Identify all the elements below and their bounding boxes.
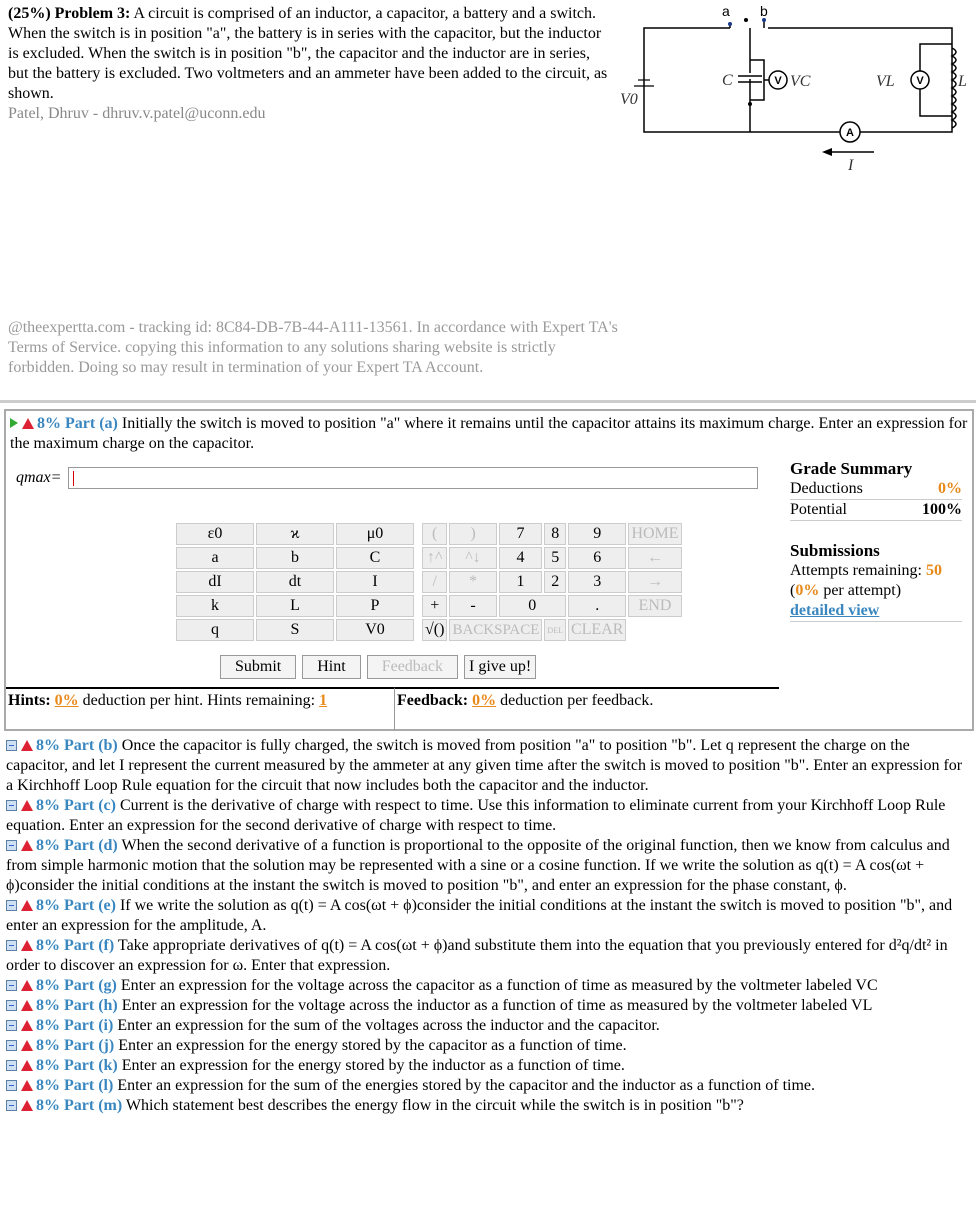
key-button[interactable]: μ0 xyxy=(336,523,414,545)
part-item[interactable] xyxy=(6,736,972,796)
problem-text: A circuit is comprised of an inductor, a capacitor, a battery and a switch. When the switch is in position "a", the battery is in series with the capacitor, but the inductor is excluded. When the switch is in position "b", the capacitor and the inductor are in series, but the battery is excluded. Two voltmeters and an ammeter have been added to the circuit, as shown. xyxy=(8,5,608,102)
per-attempt-label: per attempt) xyxy=(823,582,902,599)
warning-icon xyxy=(21,1000,33,1011)
keypad-key[interactable]: 9 xyxy=(568,523,626,545)
number-keypad xyxy=(420,521,684,643)
hints-bar xyxy=(6,687,394,713)
label-b: b xyxy=(760,3,768,19)
part-text: If we write the solution as q(t) = A cos(ωt + ϕ)consider the initial conditions at the instant the switch is moved to position "b", and enter an expression for the amplitude, A. xyxy=(6,897,953,934)
warning-icon xyxy=(21,1080,33,1091)
problem-title: (25%) Problem 3: xyxy=(8,5,131,22)
keypad-key[interactable]: 8 xyxy=(544,523,566,545)
keypad-key[interactable]: + xyxy=(422,595,447,617)
part-label: 8% Part (l) xyxy=(36,1077,114,1094)
expand-icon[interactable] xyxy=(6,1020,17,1031)
part-text: Enter an expression for the voltage across the capacitor as a function of time as measured by the voltmeter labeled VC xyxy=(120,977,878,994)
part-text: Enter an expression for the voltage across the inductor as a function of time as measured by the voltmeter labeled VL xyxy=(121,997,873,1014)
part-text: Enter an expression for the energy stored by the capacitor as a function of time. xyxy=(118,1037,627,1054)
expand-icon[interactable] xyxy=(6,1060,17,1071)
key-button[interactable]: b xyxy=(256,547,334,569)
variable-keypad xyxy=(174,521,416,643)
part-item[interactable] xyxy=(6,936,972,976)
expand-icon[interactable] xyxy=(6,1100,17,1111)
potential-value: 100% xyxy=(922,501,962,518)
part-text: Current is the derivative of charge with respect to time. Use this information to eliminate current from your Kirchhoff Loop Rule equation. Enter an expression for the second derivative of charge with respect to time. xyxy=(6,797,946,834)
warning-icon xyxy=(21,900,33,911)
problem-author: Patel, Dhruv - dhruv.v.patel@uconn.edu xyxy=(8,105,266,122)
part-text: Take appropriate derivatives of q(t) = A cos(ωt + ϕ)and substitute them into the equation that you previously entered for d²q/dt² in order to discover an expression for ω. Enter that expression. xyxy=(6,937,948,974)
part-text: Enter an expression for the sum of the voltages across the inductor and the capacitor. xyxy=(117,1017,660,1034)
feedback-deduction: 0% xyxy=(472,692,497,709)
part-label: 8% Part (c) xyxy=(36,797,116,814)
keypad-key[interactable]: √() xyxy=(422,619,447,641)
part-a-panel xyxy=(4,409,974,731)
hint-button[interactable]: Hint xyxy=(302,655,360,679)
keypad-key[interactable]: END xyxy=(628,595,681,617)
per-attempt-value: 0% xyxy=(795,582,820,599)
part-text: Which statement best describes the energy flow in the circuit while the switch is in position "b"? xyxy=(125,1097,744,1114)
key-button[interactable]: ϰ xyxy=(256,523,334,545)
warning-icon xyxy=(21,1040,33,1051)
play-icon[interactable] xyxy=(10,418,18,428)
keypad-key[interactable]: 7 xyxy=(499,523,543,545)
keypad-key[interactable]: 0 xyxy=(499,595,566,617)
problem-statement xyxy=(8,4,608,124)
warning-icon xyxy=(21,1060,33,1071)
label-a: a xyxy=(722,3,730,19)
part-item[interactable] xyxy=(6,1056,972,1076)
part-label: 8% Part (j) xyxy=(36,1037,115,1054)
key-button[interactable]: k xyxy=(176,595,254,617)
keypad-key[interactable]: ^↓ xyxy=(449,547,496,569)
part-item[interactable] xyxy=(6,796,972,836)
keypad-key[interactable]: ( xyxy=(422,523,447,545)
part-item[interactable] xyxy=(6,976,972,996)
expand-icon[interactable] xyxy=(6,900,17,911)
part-item[interactable] xyxy=(6,1076,972,1096)
attempts-label: Attempts remaining: xyxy=(790,562,922,579)
potential-label: Potential xyxy=(790,501,847,518)
keypad-key[interactable]: . xyxy=(568,595,626,617)
warning-icon xyxy=(21,740,33,751)
keypad-key[interactable]: / xyxy=(422,571,447,593)
part-text: Once the capacitor is fully charged, the switch is moved from position "a" to position "b". Let q represent the charge on the capacitor, and let I represent the current measured by the ammeter at any given time after the switch is moved to position "b". Enter an expression for a Kirchhoff Loop Rule equation for the circuit that now includes both the capacitor and the inductor. xyxy=(6,737,963,794)
keypad-key[interactable]: 1 xyxy=(499,571,543,593)
label-vl: VL xyxy=(876,73,895,90)
ammeter-symbol: A xyxy=(846,127,854,139)
hints-text: deduction per hint. Hints remaining: xyxy=(82,692,316,709)
hints-remaining: 1 xyxy=(319,692,328,709)
label-c: C xyxy=(722,72,733,89)
part-label: 8% Part (m) xyxy=(36,1097,123,1114)
label-l: L xyxy=(958,73,967,90)
key-button[interactable]: q xyxy=(176,619,254,641)
part-label: 8% Part (h) xyxy=(36,997,118,1014)
keypad-key[interactable]: → xyxy=(628,571,681,593)
hints-label: Hints: xyxy=(8,692,51,709)
submit-button[interactable]: Submit xyxy=(220,655,296,679)
keypad-key[interactable]: 4 xyxy=(499,547,543,569)
qmax-input[interactable] xyxy=(68,467,758,489)
keypad-key[interactable]: ) xyxy=(449,523,496,545)
warning-icon xyxy=(22,418,34,429)
key-button[interactable]: ε0 xyxy=(176,523,254,545)
part-item[interactable] xyxy=(6,896,972,936)
keypad-key[interactable]: - xyxy=(449,595,496,617)
expand-icon[interactable] xyxy=(6,840,17,851)
voltmeter-vl-symbol: V xyxy=(916,75,924,87)
key-button[interactable]: S xyxy=(256,619,334,641)
give-up-button[interactable]: I give up! xyxy=(464,655,536,679)
key-button[interactable]: dI xyxy=(176,571,254,593)
feedback-text: deduction per feedback. xyxy=(500,692,654,709)
keypad-key[interactable]: 3 xyxy=(568,571,626,593)
feedback-button[interactable]: Feedback xyxy=(367,655,458,679)
attempts-value: 50 xyxy=(925,562,942,579)
hints-deduction: 0% xyxy=(54,692,79,709)
part-text: When the second derivative of a function is proportional to the opposite of the original function, then we know from calculus and from simple harmonic motion that the solution may be represented with a sine or a cosine function. If we write the solution as q(t) = A cos(ωt + ϕ)consider the initial conditions at the instant the switch is moved to position "b", and enter an expression for the phase constant, ϕ. xyxy=(6,837,950,894)
circuit-diagram xyxy=(618,0,976,178)
label-vc: VC xyxy=(790,73,811,90)
keypad-key[interactable]: HOME xyxy=(628,523,681,545)
warning-icon xyxy=(21,1100,33,1111)
section-divider xyxy=(0,400,976,403)
part-item[interactable] xyxy=(6,996,972,1016)
part-item[interactable] xyxy=(6,1096,972,1116)
warning-icon xyxy=(21,980,33,991)
part-label: 8% Part (b) xyxy=(36,737,118,754)
key-button[interactable]: dt xyxy=(256,571,334,593)
parts-list xyxy=(6,736,972,1116)
part-item[interactable] xyxy=(6,1036,972,1056)
part-label: 8% Part (g) xyxy=(36,977,117,994)
action-buttons xyxy=(220,655,536,679)
keypad-key[interactable]: ↑^ xyxy=(422,547,447,569)
part-label: 8% Part (i) xyxy=(36,1017,114,1034)
expand-icon[interactable] xyxy=(6,1000,17,1011)
warning-icon xyxy=(21,800,33,811)
key-button[interactable]: I xyxy=(336,571,414,593)
qmax-label: qmax= xyxy=(16,469,62,486)
keypad-key[interactable]: ← xyxy=(628,547,681,569)
feedback-label: Feedback: xyxy=(397,692,469,709)
text-caret xyxy=(73,471,74,486)
deductions-value: 0% xyxy=(938,480,962,497)
deductions-label: Deductions xyxy=(790,480,863,497)
keypad-key[interactable]: 5 xyxy=(544,547,566,569)
expand-icon[interactable] xyxy=(6,800,17,811)
voltmeter-vc-symbol: V xyxy=(774,75,782,87)
keypad-key[interactable]: BACKSPACE xyxy=(449,619,542,641)
detailed-view-link[interactable]: detailed view xyxy=(790,602,880,619)
tracking-notice: @theexpertta.com - tracking id: 8C84-DB-7B-44-A111-13561. In accordance with Expert TA's Terms of Service. copying this information to any solutions sharing website is strictly forbidden. Doing so may result in termination of your Expert TA Account. xyxy=(8,319,618,376)
keypad-key[interactable]: DEL xyxy=(544,619,566,641)
expand-icon[interactable] xyxy=(6,1040,17,1051)
part-a-label: 8% Part (a) xyxy=(37,415,118,432)
key-button[interactable]: V0 xyxy=(336,619,414,641)
key-button[interactable]: a xyxy=(176,547,254,569)
label-v0: V0 xyxy=(620,91,638,108)
key-button[interactable]: L xyxy=(256,595,334,617)
label-i: I xyxy=(848,157,854,174)
expand-icon[interactable] xyxy=(6,940,17,951)
key-button[interactable]: P xyxy=(336,595,414,617)
expand-icon[interactable] xyxy=(6,740,17,751)
warning-icon xyxy=(21,940,33,951)
part-a-header xyxy=(10,414,970,454)
part-label: 8% Part (f) xyxy=(36,937,115,954)
part-label: 8% Part (e) xyxy=(36,897,116,914)
expand-icon[interactable] xyxy=(6,1080,17,1091)
grade-summary: Grade Summary Deductions 0% Potential 100% Submissions Attempts remaining: 50 (0% per attempt) detailed view xyxy=(790,459,962,622)
keypad-key[interactable]: 2 xyxy=(544,571,566,593)
warning-icon xyxy=(21,1020,33,1031)
part-a-text: Initially the switch is moved to position "a" where it remains until the capacitor attains its maximum charge. Enter an expression for the maximum charge on the capacitor. xyxy=(10,415,968,452)
warning-icon xyxy=(21,840,33,851)
part-item[interactable] xyxy=(6,1016,972,1036)
part-label: 8% Part (d) xyxy=(36,837,118,854)
keypad-key[interactable]: 6 xyxy=(568,547,626,569)
key-button[interactable]: C xyxy=(336,547,414,569)
part-text: Enter an expression for the energy stored by the inductor as a function of time. xyxy=(121,1057,625,1074)
expand-icon[interactable] xyxy=(6,980,17,991)
part-text: Enter an expression for the sum of the energies stored by the capacitor and the inductor as a function of time. xyxy=(117,1077,816,1094)
submissions-title: Submissions xyxy=(790,541,880,560)
part-item[interactable] xyxy=(6,836,972,896)
keypad-key[interactable]: * xyxy=(449,571,496,593)
feedback-bar xyxy=(394,687,779,731)
keypad-key[interactable]: CLEAR xyxy=(568,619,626,641)
grade-summary-title: Grade Summary xyxy=(790,459,913,478)
part-label: 8% Part (k) xyxy=(36,1057,118,1074)
